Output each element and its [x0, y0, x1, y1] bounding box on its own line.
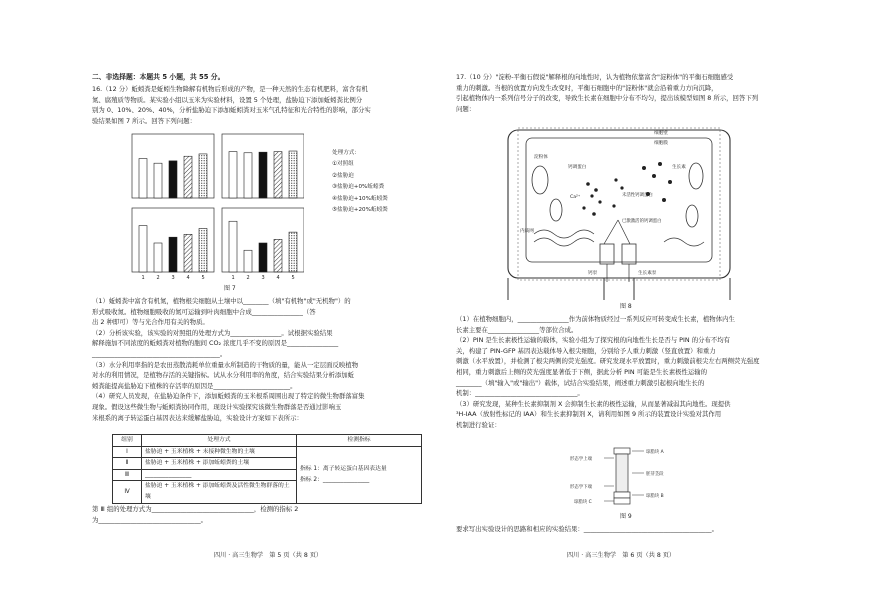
agar-block-b — [614, 492, 630, 498]
q16-sub-line: （3）水分利用率指的是农田蒸散消耗单位重量水所制造的干物质的量，能从一定层面反映植物 — [92, 360, 359, 369]
chart-tick-label: 2 — [246, 275, 250, 281]
q17-sub-line: （1）在植物细胞内，________________作为前体物质经过一系列反应可转变成生长素，植物体内生 — [456, 315, 735, 323]
legend-item: ④盐胁迫+10%蚯蚓粪 — [332, 195, 388, 202]
calcium-pump — [600, 244, 614, 264]
table-cell: Ⅲ — [113, 469, 142, 481]
chart-bar — [169, 237, 177, 272]
q16-intro — [92, 84, 444, 126]
chart-bar — [154, 243, 162, 272]
figure-8-diagram — [504, 124, 734, 300]
label-inactive-calmodulin: 未活性钙调蛋白 — [622, 193, 653, 198]
chart-bar — [139, 226, 147, 272]
chart-tick-label: 4 — [186, 275, 190, 281]
q17-intro — [456, 72, 786, 114]
chart-tick-label: 2 — [156, 275, 160, 281]
chart-tick-label: 5 — [291, 275, 295, 281]
chart-tick-label: 3 — [171, 275, 175, 281]
chart-tick-label: 3 — [261, 275, 265, 281]
q16-end-line: 为________________________________。 — [92, 515, 208, 524]
q16-sub-line: （2）分析该实验，该实验的对照组的处理方式为________________。试根据实验结果 — [92, 328, 333, 337]
chart-bar — [199, 229, 207, 273]
legend-item: ③盐胁迫+0%蚯蚓粪 — [332, 184, 385, 191]
table-header: 组别 — [113, 435, 142, 447]
label-calcium-pump: 钙泵 — [588, 271, 598, 276]
label-agar-c: 琼脂块 C — [574, 500, 592, 505]
table-header: 检测指标 — [297, 435, 422, 447]
page-footer-right: 四川 · 高三生物学 第 6 页（共 8 页） — [566, 552, 676, 560]
q16-sub-line: 米根系的离子转运蛋白基因表达来缓解盐胁迫，实验设计方案如下表所示： — [92, 413, 303, 422]
chart-bar — [229, 152, 237, 198]
label-stem: 胚芽茎段 — [646, 472, 664, 477]
stem-segment — [616, 454, 628, 492]
q17-sub-line: 机制进行验证： — [456, 420, 501, 429]
chart-bar — [259, 243, 267, 272]
chart-bar — [274, 152, 282, 198]
page-5 — [92, 0, 444, 614]
chart-bar — [244, 153, 252, 198]
experiment-table — [112, 434, 422, 504]
q16-end-line: 第 Ⅲ 组的处理方式为________________________________，检测的指标 2 — [92, 505, 299, 513]
chart-bar — [184, 234, 192, 272]
chart-bar — [169, 161, 177, 198]
q17-sub-line: 刺激（水平放置），并检测了根尖两侧的荧光强度。研究发现水平放置时，重力刺激前根尖左右两侧荧光强度 — [456, 357, 760, 366]
q16-sub-line: ________________________________________。 — [92, 349, 227, 358]
label-auxin: 生长素 — [672, 165, 686, 170]
index-cell — [297, 446, 422, 503]
q16-sub-line: 解释施加不同浓度的蚯蚓粪对植物的胞间 CO₂ 浓度几乎不变的原因是________________ — [92, 339, 339, 348]
table-row — [113, 446, 422, 458]
table-cell: 盐胁迫 + 玉米植株 + 未接种微生物的土壤 — [142, 446, 297, 458]
table-cell: Ⅱ — [113, 458, 142, 470]
legend-item: ①对照组 — [332, 161, 354, 168]
q16-line: 别为 0、10%、20%、40%，分析盐胁迫下添加蚯蚓粪对玉米气孔特征和光合特性的影响，部分实 — [92, 106, 371, 115]
chart-bar — [229, 221, 237, 272]
q16-line: 氮、腐殖质等物质。某实验小组以玉米为实验材料，设置 5 个处理，盐胁迫下添加蚯蚓粪比例分 — [92, 95, 363, 104]
label-apical: 形态学上端 — [570, 457, 592, 462]
chart-bar — [289, 151, 297, 198]
label-auxin-pump: 生长素泵 — [638, 271, 657, 276]
q16-questions — [92, 296, 444, 423]
label-activated-calmodulin: 已激激活的钙调蛋白 — [622, 219, 662, 224]
q16-sub-line: 蚓粪能提高盐胁迫下植株的存活率的原因是________________________。 — [92, 381, 297, 390]
q17-questions — [456, 314, 786, 431]
chart-tick-label: 5 — [201, 275, 205, 281]
chart-tick-label: 1 — [231, 275, 235, 281]
page-6 — [456, 0, 786, 614]
amyloplast — [532, 166, 548, 194]
chart-bar — [259, 152, 267, 198]
q17-sub-line: ³H-IAA（放射性标记的 IAA）和生长素抑制剂 X，请利用如图 9 所示的装置设计实验对其作用 — [456, 410, 722, 419]
label-amyloplast: 淀粉体 — [534, 155, 548, 160]
table-cell: 盐胁迫 + 玉米植株 + 添加蚯蚓粪及活性微生物群落的土壤 — [142, 481, 297, 503]
legend-item: ②盐胁迫 — [332, 172, 354, 179]
q17-sub-line: ________（填"输入"或"输出"）载体，试结合实验结果，阐述重力刺激引起根向地生长的 — [456, 378, 705, 387]
section-header: 二、非选择题：本题共 5 小题，共 55 分。 — [92, 73, 225, 81]
cell-wall-outline — [508, 130, 730, 278]
label-er: 内质网 — [520, 229, 534, 234]
chart-tick-label: 1 — [141, 275, 145, 281]
q17-sub-line: 机制：________________________________。 — [456, 389, 584, 398]
legend-title: 处理方式： — [332, 150, 360, 156]
figure-7-caption: 图 7 — [224, 285, 236, 292]
label-calmodulin: 钙调蛋白 — [568, 165, 587, 170]
figure-9-caption: 图 9 — [620, 513, 632, 520]
chart-bar — [139, 159, 147, 198]
table-cell: ________________ — [142, 469, 297, 481]
chart-bar — [289, 232, 297, 272]
index-1: 指标 1：离子转运蛋白基因表达量 — [300, 465, 387, 472]
q16-sub-line: 现象。假设这些微生物与蚯蚓粪协同作用，现设计实验探究该微生物群落是否通过影响玉 — [92, 402, 342, 411]
q16-sub-line: 形式吸收氮。植物细胞吸收的氮可运输到叶肉细胞中合成________________（答 — [92, 307, 316, 316]
q16-sub-line: 对水的利用情况，是植物存活的关键指标。试从水分利用率的角度，结合实验结果分析添加蚯 — [92, 371, 355, 380]
q16-sub-line: （1）蚯蚓粪中富含有机氮，植物根尖细胞从土壤中以________（填"有机物"或"无机物"）的 — [92, 297, 351, 305]
chart-bar — [244, 250, 252, 272]
table-header: 处理方式 — [142, 435, 297, 447]
legend-item: ⑤盐胁迫+20%蚯蚓粪 — [332, 207, 388, 214]
q16-line: 验结果如图 7 所示。回答下列问题： — [92, 116, 196, 125]
figure-8-caption: 图 8 — [620, 303, 632, 310]
label-basal: 形态学下端 — [570, 485, 592, 490]
chart-tick-label: 4 — [276, 275, 280, 281]
q17-line: 重力的刺激。当根的放置方向发生改变时，平衡石细胞中的"淀粉体"就会沿着重力方向沉降， — [456, 83, 718, 92]
table-cell: 盐胁迫 + 玉米植株 + 添加蚯蚓粪的土壤 — [142, 458, 297, 470]
q17-line: 问题： — [456, 104, 476, 113]
label-cell-wall: 细胞壁 — [654, 131, 668, 136]
figure-9-diagram — [568, 446, 698, 510]
amyloplast — [689, 163, 703, 189]
chart-bar — [184, 156, 192, 198]
chart-bar — [199, 154, 207, 198]
q17-sub-line: 相同，重力刺激后上侧的荧光强度显著低于下侧，据此分析 PIN 可能是生长素极性运输的 — [456, 367, 708, 376]
figure-7-legend — [332, 148, 388, 216]
q17-line: 17.（10 分）"淀粉-平衡石假说"解释根的向地性时，认为植物依靠富含"淀粉体"的平衡石细胞感受 — [456, 73, 734, 81]
amyloplast — [550, 199, 562, 221]
table-cell: Ⅰ — [113, 446, 142, 458]
chart-bar — [154, 163, 162, 198]
q17-sub-line: （2）PIN 是生长素极性运输的载体，实验小组为了探究根的向地性生长是否与 PIN 的分布不均有 — [456, 336, 731, 345]
q16-sub-line: 出 2 种即可）等与光合作用有关的物质。 — [92, 318, 209, 327]
amyloplast — [686, 205, 698, 227]
q17-line: 引起植物体内一系列信号分子的改变，导致生长素在细胞中分布不均匀，提出该模型如图 8 所示，回答下列 — [456, 94, 759, 103]
label-agar-b: 琼脂块 B — [646, 494, 664, 499]
q16-sub-line: （4）研究人员发现，在盐胁迫条件下，添加蚯蚓粪的玉米根系周围出现了特定的微生物群落富集 — [92, 392, 365, 401]
label-cell-membrane: 细胞膜 — [654, 141, 668, 146]
q16-end — [92, 504, 444, 525]
agar-block-c — [614, 498, 630, 504]
q17-sub-line: 长素主要在________________等部位合成。 — [456, 325, 578, 334]
q16-line: 16.（12 分）蚯蚓粪是蚯蚓生物降解有机物后形成的产物，是一种天然的生态有机肥料，富含有机 — [92, 85, 368, 93]
q17-sub-line: （3）研究发现，某种生长素抑制剂 X 会抑制生长素的极性运输，从而显著减弱其向地性。现提供 — [456, 399, 731, 408]
label-calcium: Ca²⁺ — [570, 195, 581, 200]
page-footer-left: 四川 · 高三生物学 第 5 页（共 8 页） — [213, 552, 323, 560]
index-2: 指标 2：________________ — [300, 476, 370, 483]
table-cell: Ⅳ — [113, 481, 142, 503]
auxin-pump — [622, 244, 636, 264]
chart-bar — [274, 239, 282, 272]
label-agar-a: 琼脂块 A — [646, 450, 664, 455]
agar-block-a — [614, 448, 630, 454]
figure-7-charts — [128, 132, 304, 282]
q17-end: 要求写出实验设计的思路和相应的实验结果：________________________________________。 — [456, 525, 719, 533]
q17-sub-line: 关，构建了 PIN-GFP 基因表达载体导入根尖细胞，分别给予人重力刺激（竖直放置）和重力 — [456, 346, 716, 355]
